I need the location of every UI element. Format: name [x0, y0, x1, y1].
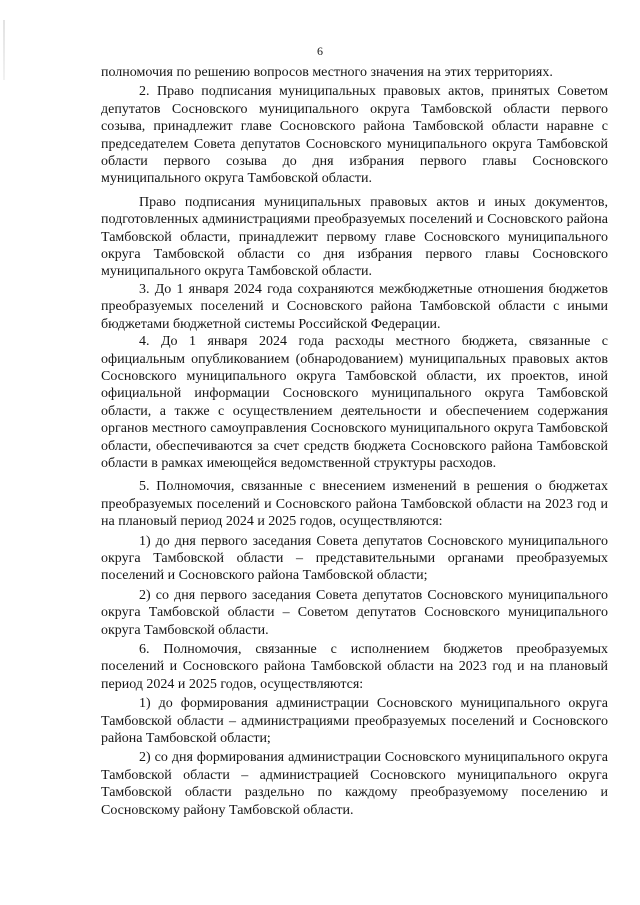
page-number: 6 [317, 44, 323, 58]
paragraph-item-6-sub-1: 1) до формирования администрации Сосновского муниципального округа Тамбовской области – администрациями преобразуемых поселений и Сосновского района Тамбовской области; [101, 696, 608, 747]
paragraph-item-3: 3. До 1 января 2024 года сохраняются межбюджетные отношения бюджетов преобразуемых поселений и Сосновского района Тамбовской области с иными бюджетами бюджетной системы Российской Федерации. [101, 281, 608, 332]
paragraph-item-6: 6. Полномочия, связанные с исполнением бюджетов преобразуемых поселений и Сосновского района Тамбовской области на 2023 год и на плановый период 2024 и 2025 годов, осуществляются: [101, 642, 608, 692]
paragraph-item-6-sub-2: 2) со дня формирования администрации Сосновского муниципального округа Тамбовской области – администрацией Сосновского муниципального округа Тамбовской области раздельно по каждому преобразуемому поселению и Сосновскому району Тамбовской области. [101, 750, 608, 818]
paragraph-item-4: 4. До 1 января 2024 года расходы местного бюджета, связанные с официальным опубликованием (обнародованием) муниципальных правовых актов Сосновского муниципального округа Тамбовской области, их проектов, иной официальной информации Сосновского муниципального округа Тамбовской области, а также с осуществлением деятельности и обеспечением содержания органов местного самоуправления Сосновского муниципального округа Тамбовской области, обеспечиваются за счет средств бюджета Сосновского района Тамбовской области в рамках имеющейся ведомственной структуры расходов. [101, 334, 608, 471]
paragraph-signing-right: Право подписания муниципальных правовых актов и иных документов, подготовленных администрациями преобразуемых поселений и Сосновского района Тамбовской области, принадлежит первому главе Сосновского муниципального округа Тамбовской области со дня избрания первого главы Сосновского муниципального округа Тамбовской области. [101, 194, 608, 280]
paragraph-item-2: 2. Право подписания муниципальных правовых актов, принятых Советом депутатов Сосновского муниципального округа Тамбовской области первого созыва, принадлежит главе Сосновского района Тамбовской области наравне с председателем Совета депутатов Сосновского муниципального округа Тамбовской области первого созыва до дня избрания первого главы Сосновского муниципального округа Тамбовской области. [101, 84, 608, 187]
paragraph-item-5: 5. Полномочия, связанные с внесением изменений в решения о бюджетах преобразуемых поселений и Сосновского района Тамбовской области на 2023 год и на плановый период 2024 и 2025 годов, осуществляются: [101, 479, 608, 530]
paragraph-item-5-sub-1: 1) до дня первого заседания Совета депутатов Сосновского муниципального округа Тамбовской области – представительными органами преобразуемых поселений и Сосновского района Тамбовской области; [101, 533, 608, 584]
document-body [101, 64, 608, 819]
paragraph-continuation: полномочия по решению вопросов местного значения на этих территориях. [101, 65, 553, 80]
paragraph-item-5-sub-2: 2) со дня первого заседания Совета депутатов Сосновского муниципального округа Тамбовской области – Советом депутатов Сосновского муниципального округа Тамбовской области. [101, 587, 608, 638]
